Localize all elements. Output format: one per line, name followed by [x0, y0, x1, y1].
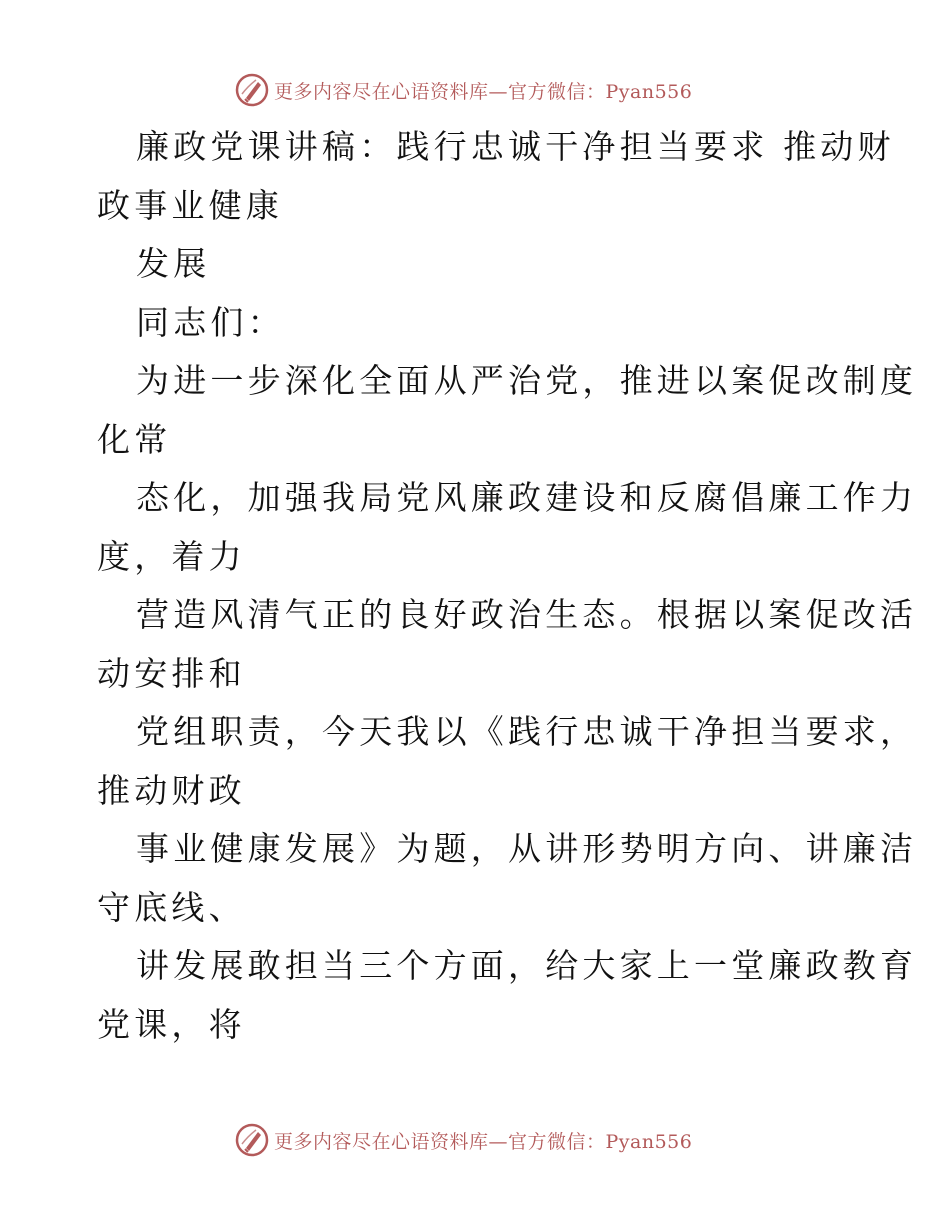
title-line-3: 发展	[136, 244, 211, 283]
title-line-1: 廉政党课讲稿：践行忠诚干净担当要求 推动财	[136, 127, 895, 166]
document-body	[97, 118, 918, 1054]
paragraph-line: 动安排和	[97, 653, 246, 693]
paragraph-line: 营造风清气正的良好政治生态。根据以案促改活	[136, 595, 918, 634]
paragraph-line: 事业健康发展》为题，从讲形势明方向、讲廉洁	[136, 829, 918, 868]
paragraph-line: 推动财政	[97, 770, 246, 810]
fountain-pen-icon	[234, 1122, 270, 1158]
paragraph-line: 度，着力	[97, 536, 246, 576]
paragraph-line: 讲发展敢担当三个方面，给大家上一堂廉政教育	[136, 946, 918, 985]
salutation: 同志们：	[136, 302, 285, 342]
paragraph-line: 为进一步深化全面从严治党，推进以案促改制度	[136, 361, 918, 400]
header-watermark	[234, 71, 692, 109]
title-line-2: 政事业健康	[97, 185, 283, 225]
paragraph-line: 守底线、	[97, 887, 246, 927]
paragraph-line: 党组职责，今天我以《践行忠诚干净担当要求，	[136, 712, 918, 751]
watermark-text: 更多内容尽在心语资料库—官方微信：Pyan556	[274, 80, 693, 103]
paragraph-line: 化常	[97, 419, 172, 459]
footer-watermark	[234, 1121, 692, 1159]
fountain-pen-icon	[234, 72, 270, 108]
watermark-text: 更多内容尽在心语资料库—官方微信：Pyan556	[274, 1130, 693, 1153]
paragraph-line: 态化，加强我局党风廉政建设和反腐倡廉工作力	[136, 478, 918, 517]
paragraph-line: 党课，将	[97, 1004, 246, 1044]
